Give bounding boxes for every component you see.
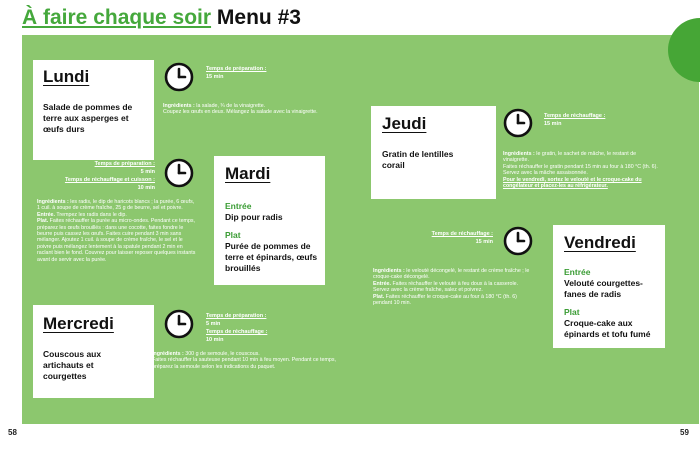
- lundi-steps: Coupez les œufs en deux. Mélangez la salade avec la vinaigrette.: [163, 109, 318, 116]
- page-title: [22, 6, 301, 30]
- jeudi-steps: Faites réchauffer le gratin pendant 15 min au four à 180 °C (th. 6). Servez avec la mâche assaisonnée.: [503, 163, 658, 177]
- lundi-ing-text: la salade, ¾ de la vinaigrette.: [194, 103, 266, 109]
- lundi-dish: Salade de pommes de terre aux asperges et œufs durs: [43, 102, 133, 134]
- lundi-ing-label: Ingrédients :: [163, 103, 195, 109]
- vendredi-ing-text: le velouté décongelé, le restant de crème fraîche ; le croque-cake décongelé.: [373, 268, 530, 281]
- jeudi-dish: Gratin de lentilles corail: [382, 149, 454, 170]
- page-number-left: 58: [8, 428, 17, 437]
- lundi-instructions: [163, 103, 341, 116]
- vendredi-entree-step-label: Entrée.: [373, 280, 391, 287]
- title-black: Menu #3: [216, 6, 301, 29]
- lundi-prep-value: 15 min: [206, 74, 224, 80]
- jeudi-day: Jeudi: [382, 114, 427, 133]
- title-green: À faire chaque soir: [22, 6, 212, 29]
- mardi-entree-step-label: Entrée.: [37, 211, 55, 218]
- jeudi-ing-label: Ingrédients :: [503, 151, 535, 157]
- jeudi-ing-text: le gratin, le sachet de mâche, le restant de vinaigrette.: [503, 151, 637, 164]
- mercredi-reheat-value: 10 min: [206, 337, 224, 343]
- mardi-reheat-label: Temps de réchauffage et cuisson :: [64, 177, 155, 183]
- jeudi-instructions: [503, 151, 663, 189]
- mardi-plat-label: Plat: [225, 230, 241, 240]
- mardi-times: [40, 160, 155, 192]
- mardi-entree-step: Trempez les radis dans le dip.: [54, 211, 127, 218]
- jeudi-note: Pour le vendredi, sortez le velouté et le croque-cake du congélateur et placez-les au réfrigérateur.: [503, 176, 642, 190]
- mardi-ing-text: les radis, le dip de haricots blancs ; la purée, 6 œufs, 1 cuil. à soupe de crème fraîche, 25 g de beurre, sel et poivre.: [37, 199, 195, 212]
- mardi-plat-step: Faites réchauffer la purée au micro-ondes. Pendant ce temps, préparez les œufs brouillés : dans une cocotte, faites fondre le beurre puis cassez les œufs. Faites cuire pendant 3 min sans mélanger. Ajoutez 1 cuil. à soupe de crème fraîche, le sel et le poivre puis mélangez lentement à la spatule pendant 2 min en raclant bien le fond. Couvrez pour laisser reposer quelques instants avant de servir avec la purée.: [37, 218, 196, 263]
- vendredi-reheat-value: 15 min: [475, 239, 493, 245]
- vendredi-reheat-label: Temps de réchauffage :: [431, 231, 493, 237]
- jeudi-card: [371, 106, 496, 199]
- vendredi-entree-step: Faites réchauffer le velouté à feu doux à la casserole. Servez avec la crème fraîche, salez et poivrez.: [373, 280, 519, 294]
- mardi-ing-label: Ingrédients :: [37, 199, 69, 205]
- mardi-prep-label: Temps de préparation :: [94, 161, 155, 167]
- clock-icon: [503, 226, 533, 256]
- clock-icon: [503, 108, 533, 138]
- lundi-prep-label: Temps de préparation :: [206, 66, 267, 72]
- vendredi-day: Vendredi: [564, 233, 636, 252]
- mardi-card: [214, 156, 325, 285]
- mardi-plat: Purée de pommes de terre et épinards, œufs brouillés: [225, 241, 318, 273]
- lundi-times: [206, 65, 266, 81]
- vendredi-plat: Croque-cake aux épinards et tofu fumé: [564, 318, 651, 339]
- mercredi-times: [206, 312, 267, 344]
- jeudi-times: [544, 112, 605, 128]
- vendredi-instructions: [373, 268, 533, 306]
- vendredi-entree-label: Entrée: [564, 267, 591, 277]
- mardi-instructions: [37, 199, 197, 263]
- mardi-prep-value: 5 min: [140, 169, 155, 175]
- mardi-entree-label: Entrée: [225, 201, 252, 211]
- mercredi-ing-text: 300 g de semoule, le couscous.: [183, 351, 260, 357]
- vendredi-entree: Velouté courgettes-fanes de radis: [564, 278, 643, 299]
- mardi-entree: Dip pour radis: [225, 212, 283, 222]
- vendredi-times: [380, 230, 493, 246]
- mercredi-reheat-label: Temps de réchauffage :: [206, 329, 268, 335]
- mercredi-prep-value: 5 min: [206, 321, 221, 327]
- mercredi-day: Mercredi: [43, 314, 114, 333]
- jeudi-reheat-label: Temps de réchauffage :: [544, 113, 606, 119]
- vendredi-plat-step-label: Plat.: [373, 293, 385, 300]
- lundi-card: [33, 60, 154, 160]
- vendredi-card: [553, 225, 665, 348]
- clock-icon: [164, 309, 194, 339]
- page-number-right: 59: [680, 428, 689, 437]
- mardi-plat-step-label: Plat.: [37, 218, 49, 225]
- lundi-day: Lundi: [43, 67, 90, 86]
- mercredi-ing-label: Ingrédients :: [152, 351, 184, 357]
- mercredi-dish: Couscous aux artichauts et courgettes: [43, 349, 102, 381]
- clock-icon: [164, 158, 194, 188]
- jeudi-reheat-value: 15 min: [544, 121, 562, 127]
- mardi-reheat-value: 10 min: [137, 185, 155, 191]
- vendredi-plat-label: Plat: [564, 307, 580, 317]
- mercredi-card: [33, 305, 154, 398]
- vendredi-plat-step: Faites réchauffer le croque-cake au four à 180 °C (th. 6) pendant 10 min.: [373, 293, 517, 307]
- vendredi-ing-label: Ingrédients :: [373, 268, 405, 274]
- clock-icon: [164, 62, 194, 92]
- mercredi-steps: Faites réchauffer la sauteuse pendant 10 min à feu moyen. Pendant ce temps, préparez la semoule selon les indications du paquet.: [152, 357, 336, 370]
- mercredi-instructions: [152, 351, 342, 370]
- mardi-day: Mardi: [225, 164, 271, 183]
- mercredi-prep-label: Temps de préparation :: [206, 313, 267, 319]
